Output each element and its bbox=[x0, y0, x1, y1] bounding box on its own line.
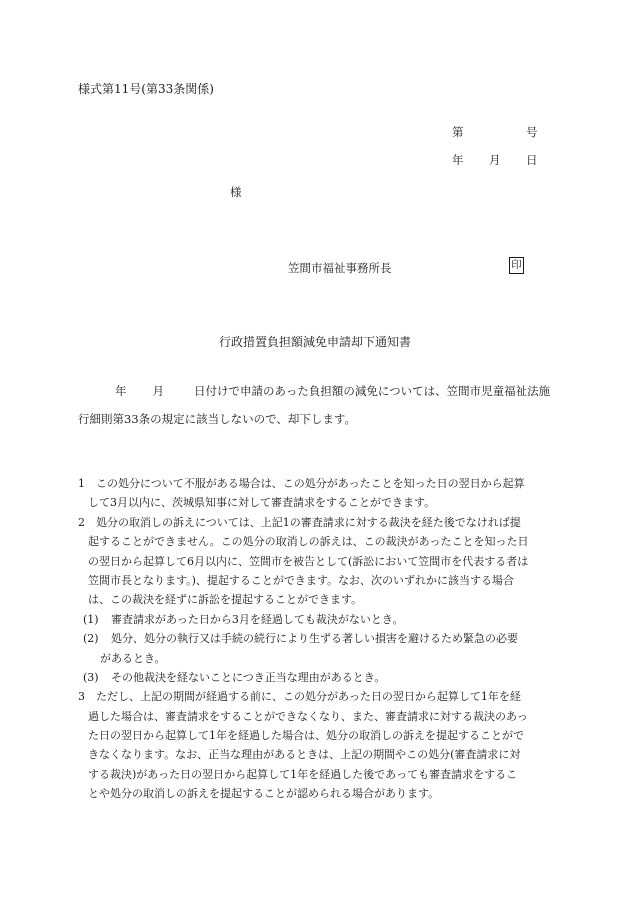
notes-section bbox=[78, 474, 558, 804]
note-text: その他裁決を経ないことにつき正当な理由があるとき。 bbox=[111, 670, 386, 684]
note-2-line-3: の翌日から起算して6月以内に、笠間市を被告として(訴訟において笠間市を代表する者は bbox=[88, 554, 529, 568]
doc-number-suffix: 号 bbox=[526, 125, 538, 139]
doc-number-prefix: 第 bbox=[452, 125, 464, 139]
note-1-number: 1 bbox=[78, 477, 85, 490]
note-2-line-4: 笠間市長となります。)、提起することができます。なお、次のいずれかに該当する場合 bbox=[88, 573, 515, 587]
sub-2-line-2: があるとき。 bbox=[100, 651, 166, 665]
note-3-line-2: 過した場合は、審査請求をすることができなくなり、また、審査請求に対する裁決のあっ bbox=[88, 709, 528, 723]
note-text: 処分の取消しの訴えについては、上記1の審査請求に対する裁決を経た後でなければ提 bbox=[96, 515, 521, 529]
body-line-2: 行細則第33条の規定に該当しないので、却下します。 bbox=[78, 412, 356, 426]
note-3-line-5: する裁決)があった日の翌日から起算して1年を経過した後であっても審査請求をするこ bbox=[88, 767, 518, 781]
note-3-line-3: た日の翌日から起算して1年を経過した場合は、処分の取消しの訴えを提起することがで bbox=[88, 729, 524, 743]
addressee-suffix: 様 bbox=[230, 185, 242, 199]
note-2-number: 2 bbox=[78, 515, 85, 529]
note-2-line-1 bbox=[78, 513, 558, 532]
sub-2-number: (2) bbox=[83, 632, 99, 646]
note-text: 処分、処分の執行又は手続の続行により生ずる著しい損害を避けるため緊急の必要 bbox=[111, 632, 518, 646]
note-3-number: 3 bbox=[78, 690, 85, 704]
note-text: ただし、上記の期間が経過する前に、この処分があった日の翌日から起算して1年を経 bbox=[96, 690, 521, 704]
issuer-name: 笠間市福祉事務所長 bbox=[288, 261, 392, 275]
sub-3-number: (3) bbox=[83, 670, 99, 684]
sub-3-line-1 bbox=[78, 668, 558, 687]
sub-1-line-1 bbox=[78, 610, 558, 629]
date-day-label: 日 bbox=[526, 153, 538, 167]
document-title: 行政措置負担額減免申請却下通知書 bbox=[218, 335, 411, 349]
note-text: 審査請求があった日から3月を経過しても裁決がないとき。 bbox=[111, 612, 404, 626]
note-3-line-6: とや処分の取消しの訴えを提起することが認められる場合があります。 bbox=[88, 787, 440, 801]
sub-1-number: (1) bbox=[83, 612, 99, 626]
note-2-line-5: は、この裁決を経ずに訴訟を提起することができます。 bbox=[88, 593, 363, 607]
body-year-label: 年 bbox=[115, 384, 127, 398]
note-text: この処分について不服がある場合は、この処分があったことを知った日の翌日から起算 bbox=[96, 477, 525, 490]
note-2-line-2: 起することができません。この処分の取消しの訴えは、この裁決があったことを知った日 bbox=[88, 535, 529, 549]
note-3-line-4: きなくなります。なお、正当な理由があるときは、上記の期間やこの処分(審査請求に対 bbox=[88, 748, 521, 762]
sub-2-line-1 bbox=[78, 629, 558, 648]
form-number: 様式第11号(第33条関係) bbox=[78, 82, 214, 96]
body-month-label: 月 bbox=[152, 384, 164, 398]
date-year-label: 年 bbox=[452, 153, 464, 167]
note-1-line-2: して3月以内に、茨城県知事に対して審査請求をすることができます。 bbox=[88, 496, 436, 510]
body-line-1-text: 日付けで申請のあった負担額の減免については、笠間市児童福祉法施 bbox=[194, 384, 551, 398]
body-line-1 bbox=[115, 383, 550, 399]
note-1-line-1 bbox=[78, 474, 558, 493]
date-month-label: 月 bbox=[489, 153, 501, 167]
seal-box: 印 bbox=[509, 257, 524, 274]
note-3-line-1 bbox=[78, 687, 558, 706]
